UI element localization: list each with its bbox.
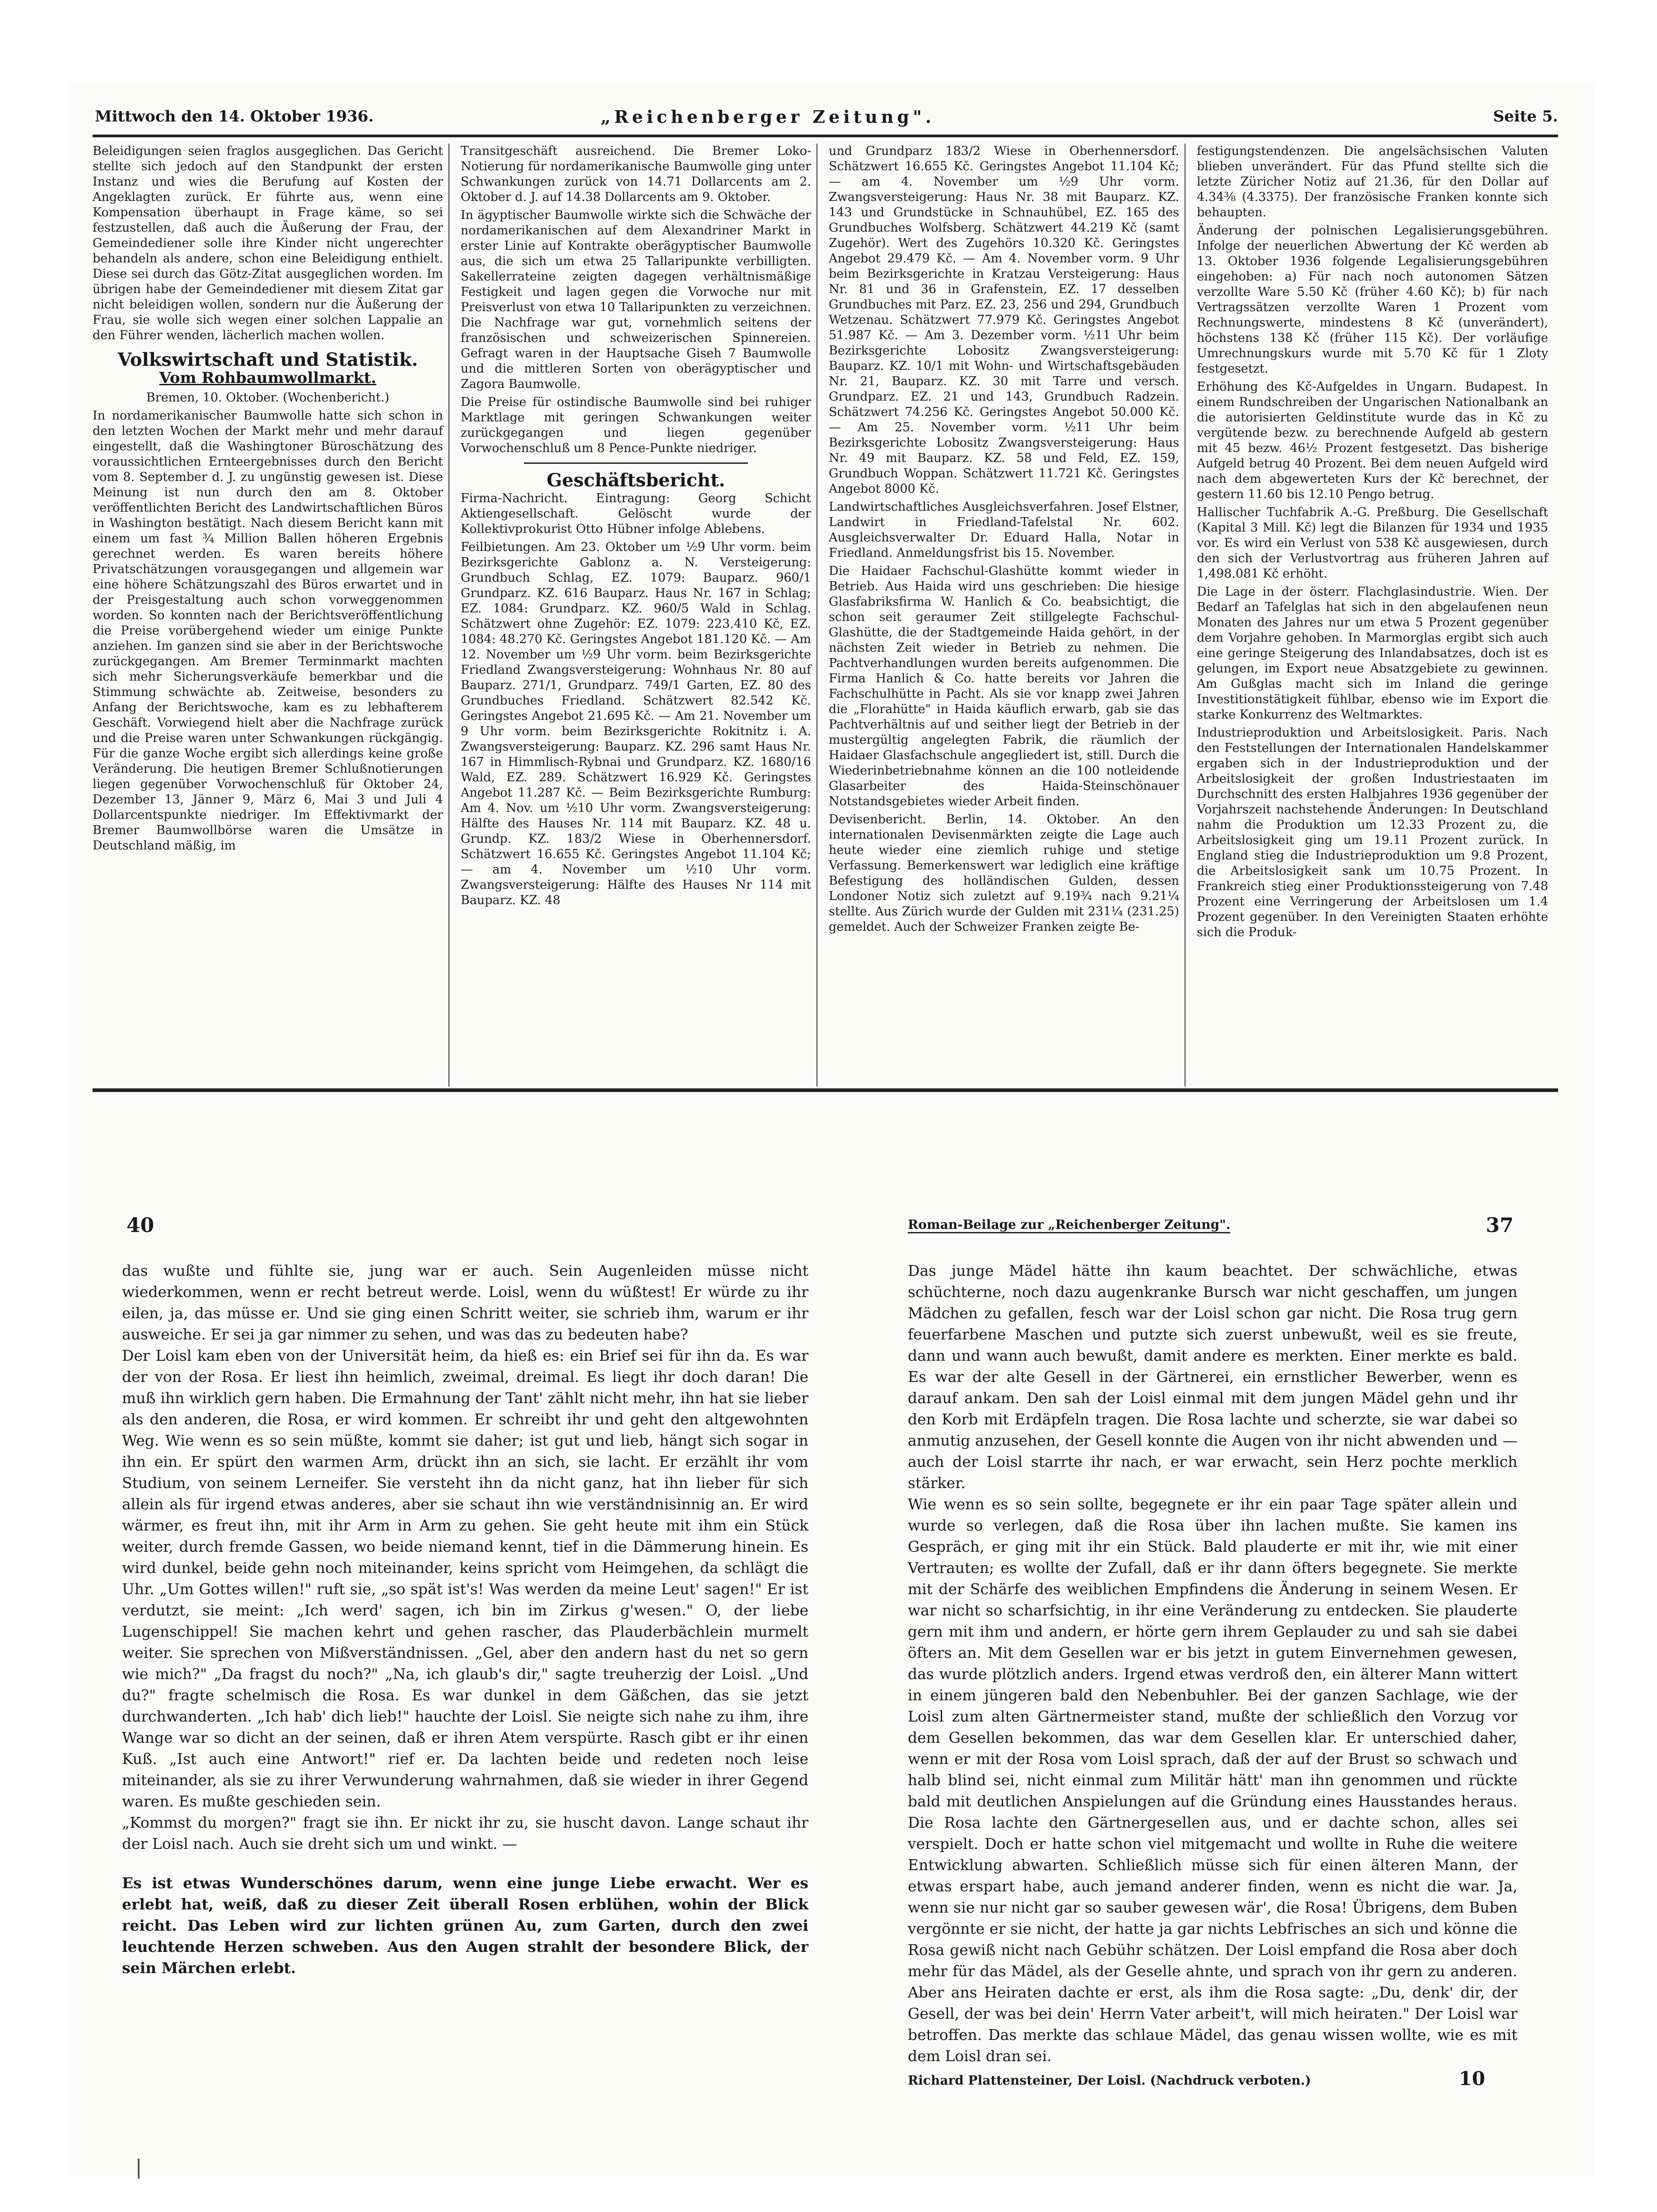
article-paragraph: Feilbietungen. Am 23. Oktober um ½9 Uhr vorm. beim Bezirksgerichte Gablonz a. N. Versteigerung: Grundbuch Schlag, EZ. 1079: Bauparz. 960/1 Grundparz. KZ. 616 Bauparz. Haus Nr. 167 in Schlag; EZ. 1084: Grundparz. KZ. 960/5 Wald in Schlag. Schätzwert ohne Zugehör: EZ. 1079: 223.410 Kč, EZ. 1084: 48.270 Kč. Geringstes Angebot 181.120 Kč. — Am 12. November um ½9 Uhr vorm. beim Bezirksgerichte Friedland Zwangsversteigerung: Wohnhaus Nr. 80 auf Bauparz. 271/1, Grundparz. 749/1 Garten, EZ. 80 des Grundbuches Friedland. Schätzwert 82.542 Kč. Geringstes Angebot 21.695 Kč. — Am 21. November um 9 Uhr vorm. beim Bezirksgerichte Rokitnitz i. A. Zwangsversteigerung: Bauparz. KZ. 296 samt Haus Nr. 167 in Himmlisch-Rybnai und Grundparz. KZ. 1680/16 Wald, EZ. 289. Schätzwert 16.929 Kč. Geringstes Angebot 11.287 Kč. — Beim Bezirksgerichte Rumburg: Am 4. Nov. um ½10 Uhr vorm. Zwangsversteigerung: Hälfte des Hauses Nr. 114 mit Bauparz. KZ. 48 u. Grundp. KZ. 183/2 Wiese in Oberhennersdorf. Schätzwert 16.655 Kč. Geringstes Angebot 11.104 Kč; — am 4. November um ½10 Uhr vorm. Zwangsversteigerung: Hälfte des Hauses Nr 114 mit Bauparz. KZ. 48 — [461, 540, 811, 907]
running-head: Roman-Beilage zur „Reichenberger Zeitung". — [908, 1217, 1230, 1233]
article-paragraph: In ägyptischer Baumwolle wirkte sich die Schwäche der nordamerikanischen auf dem Alexandriner Markt in erster Linie auf Kontrakte oberägyptischer Baumwolle aus, die sich um etwa 25 Tallaripunkte verbilligten. Sakellerrateine zeigten dagegen verhältnismäßige Festigkeit und lagen gegen die Vorwoche nur mit Preisverlust von etwa 10 Tallaripunkten zu verzeichnen. Die Nachfrage war gut, vornehmlich seitens der französischen und schweizerischen Spinnereien. Gefragt waren in der Hauptsache Giseh 7 Baumwolle und die mittleren Sorten von oberägyptischer und Zagora Baumwolle. — [461, 208, 811, 391]
section-heading: Geschäftsbericht. — [546, 470, 725, 491]
footer-page-number: 10 — [1459, 2067, 1485, 2090]
section-heading: Volkswirtschaft und Statistik. — [117, 349, 418, 370]
margin-mark — [138, 2159, 140, 2179]
page-label: Seite 5. — [1493, 107, 1558, 126]
column-2 — [461, 144, 817, 1087]
novel-right-column — [908, 1260, 1517, 2065]
article-paragraph: Landwirtschaftliches Ausgleichsverfahren. Josef Elstner, Landwirt in Friedland-Tafelstal Nr. 602. Ausgleichsverwalter Dr. Eduard Halla, Notar in Friedland. Anmeldungsfrist bis 15. November. — [829, 500, 1179, 560]
novel-paragraph: das wußte und fühlte sie, jung war er auch. Sein Augenleiden müsse nicht wiederkommen, wenn er recht betreut werde. Loisl, wenn du wüßtest! Er würde zu ihr eilen, ja, das müsse er. Und sie ging einen Schritt weiter, sie schrieb ihm, warum er ihr ausweiche. Er sei ja gar nimmer zu sehen, und was das zu bedeuten habe? — [122, 1262, 808, 1343]
author-credit: Richard Plattensteiner, Der Loisl. (Nachdruck verboten.) — [908, 2073, 1311, 2088]
dateline: Bremen, 10. Oktober. (Wochenbericht.) — [146, 391, 390, 405]
article-paragraph: Firma-Nachricht. Eintragung: Georg Schicht Aktiengesellschaft. Gelöscht wurde der Kollektivprokurist Otto Hübner infolge Ablebens. — [461, 491, 811, 536]
novel-left-column — [122, 1260, 808, 2082]
novel-paragraph: Das junge Mädel hätte ihn kaum beachtet. Der schwächliche, etwas schüchterne, noch dazu augenkranke Bursch war nicht geschaffen, um jungen Mädchen zu gefallen, fesch war der Loisl schon gar nicht. Die Rosa trug gern feuerfarbene Maschen und putzte sich zuerst unbewußt, weil es sie freute, dann und wann auch bewußt, damit andere es merkten. Einer merkte es bald. Es war der alte Gesell in der Gärtnerei, ein ernstlicher Bewerber, wenn es darauf ankam. Den sah der Loisl einmal mit dem jungen Mädel gehn und ihr den Korb mit Erdäpfeln tragen. Die Rosa lachte und scherzte, sie war dabei so anmutig anzusehen, der Gesell konnte die Augen von ihr nicht abwenden und — auch der Loisl starrte ihr nach, er war erwacht, sein Herz pochte merklich stärker. — [908, 1262, 1517, 1492]
header-rule — [93, 135, 1558, 137]
newspaper-bottom-rule — [93, 1088, 1558, 1092]
column-1 — [93, 144, 449, 1087]
article-paragraph: Hallischer Tuchfabrik A.-G. Preßburg. Die Gesellschaft (Kapital 3 Mill. Kč) legt die Bilanzen für 1934 und 1935 vor. Es wird ein Verlust von 538 Kč ausgewiesen, durch den sich der Verlustvortrag aus früheren Jahren auf 1,498.081 Kč erhöht. — [1197, 505, 1548, 581]
newspaper-title: „Reichenberger Zeitung". — [601, 107, 935, 127]
article-paragraph: Beleidigungen seien fraglos ausgeglichen. Das Gericht stellte sich jedoch auf den Standpunkt der ersten Instanz und wies die Berufung auf Kosten der Angeklagten zurück. Er führte aus, wenn eine Kompensation überhaupt in Frage käme, so sei festzustellen, daß auch die Äußerung der Frau, der Gemeindediener solle ihre Kinder nicht ungerechter behandeln als andere, schon eine Beleidigung enthielt. Diese sei durch das Götz-Zitat ausgeglichen worden. Im übrigen habe der Gemeindediener mit diesem Zitat gar nicht beleidigen wollen, sondern nur die Äußerung der Frau, sie wolle sich wegen einer solchen Lappalie an den Führer wenden, lächerlich machen wollen. — [93, 144, 443, 342]
issue-date: Mittwoch den 14. Oktober 1936. — [95, 107, 374, 126]
newspaper-header — [95, 103, 1558, 130]
article-paragraph: Die Preise für ostindische Baumwolle sind bei ruhiger Marktlage mit geringen Schwankungen weiter zurückgegangen und liegen gegenüber Vorwochenschluß um 8 Pence-Punkte niedriger. — [461, 395, 811, 455]
newspaper-columns — [93, 144, 1558, 1087]
novel-paragraph: „Kommst du morgen?" fragt sie ihn. Er nickt ihr zu, sie huscht davon. Lange schaut ihr der Loisl nach. Auch sie dreht sich um und winkt. — — [122, 1814, 808, 1853]
right-page-number: 37 — [1486, 1214, 1514, 1237]
article-paragraph: Die Lage in der österr. Flachglasindustrie. Wien. Der Bedarf an Tafelglas hat sich in den abgelaufenen neun Monaten des Jahres nur um etwa 5 Prozent gegenüber dem Vorjahre gehoben. In Marmorglas ergibt sich auch eine geringe Steigerung des Inlandabsatzes, doch ist es gelungen, im Export neue Absatzgebiete zu gewinnen. Am Gußglas macht sich im Inland die geringe Investitionstätigkeit fühlbar, ebenso wie im Export die starke Konkurrenz des Weltmarktes. — [1197, 585, 1548, 722]
article-paragraph: Die Haidaer Fachschul-Glashütte kommt wieder in Betrieb. Aus Haida wird uns geschrieben: Die hiesige Glasfabriksfirma W. Hanlich & Co. beabsichtigt, die schon seit geraumer Zeit stillgelegte Fachschul-Glashütte, die der Stadtgemeinde Haida gehört, in der nächsten Zeit wieder in Betrieb zu nehmen. Die Pachtverhandlungen wurden bereits aufgenommen. Die Firma Hanlich & Co. hatte bereits vor Jahren die Fachschulhütte in Pacht. Als sie vor knapp zwei Jahren die „Florahütte" in Haida käuflich erwarb, gab sie das Pachtverhältnis auf und seither liegt der Betrieb in der mustergültig angelegten Fabrik, die räumlich der Haidaer Glasfachschule angegliedert ist, still. Durch die Wiederinbetriebnahme können an die 100 notleidende Glasarbeiter des Haida-Steinschönauer Notstandsgebietes wieder Arbeit finden. — [829, 564, 1179, 808]
column-4 — [1197, 144, 1554, 1087]
article-heading: Vom Rohbaumwollmarkt. — [159, 369, 377, 387]
novel-paragraph: Der Loisl kam eben von der Universität heim, da hieß es: ein Brief sei für ihn da. Es war der von der Rosa. Er liest ihn heimlich, zweimal, dreimal. Es liegt ihr doch daran! Die muß ihn wirklich gern haben. Die Ermahnung der Tant' zählt nicht mehr, ihn hat sie lieber als den anderen, die Rosa, er wird kommen. Er schreibt ihr und geht den altgewohnten Weg. Wie wenn es so sein müßte, kommt sie daher; ist gut und lieb, hängt sich sogar in ihn ein. Er spürt den warmen Arm, drückt ihn an sich, sie lacht. Er erzählt ihr vom Studium, von seinem Lerneifer. Sie versteht ihn da nicht ganz, hat ihn lieber für sich allein als für irgend etwas anderes, aber sie schaut ihn wie verständnisinnig an. Er wird wärmer, es freut ihn, mit ihr Arm in Arm zu gehen. Sie geht heute mit ihm ein Stück weiter, durch fremde Gassen, wo beide niemand kennt, tief in die Dämmerung hinein. Es wird dunkel, beide gehn noch miteinander, keins spricht vom Heimgehen, da schlägt die Uhr. „Um Gottes willen!" ruft sie, „so spät ist's! Was werden da meine Leut' sagen!" Er ist verdutzt, sie meint: „Ich werd' sagen, ich bin im Zirkus g'wesen." O, der liebe Lugenschippel! Sie machen kehrt und gehen rascher, das Plauderbächlein murmelt weiter. Sie sprechen von Mißverständnissen. „Gel, aber den andern hast du net so gern wie mich?" „Da fragst du noch?" „Na, ich glaub's dir," sagte treuherzig der Loisl. „Und du?" fragte schelmisch die Rosa. Es war dunkel in dem Gäßchen, das sie jetzt durchwanderten. „Ich hab' dich lieb!" hauchte der Loisl. Sie neigte sich nahe zu ihm, ihre Wange war so dicht an der seinen, daß er ihren Atem verspürte. Rasch gibt er ihr einen Kuß. „Ist auch eine Antwort!" rief er. Da lachten beide und redeten noch leise miteinander, als sie zu ihrer Verwunderung wahrnahmen, daß sie wieder in ihrer Gegend waren. Es mußte geschieden sein. — [122, 1347, 808, 1810]
article-paragraph: Devisenbericht. Berlin, 14. Oktober. An den internationalen Devisenmärkten zeigte die Lage auch heute wieder eine ziemlich ruhige und stetige Verfassung. Bemerkenswert war lediglich eine kräftige Befestigung des holländischen Gulden, dessen Londoner Notiz sich zuletzt auf 9.19¾ nach 9.21¼ stellte. Aus Zürich wurde der Gulden mit 231¼ (231.25) gemeldet. Auch der Schweizer Franken zeigte Be- — [829, 812, 1179, 934]
article-paragraph: festigungstendenzen. Die angelsächsischen Valuten blieben unverändert. Für das Pfund stellte sich die letzte Züricher Notiz auf 21.36, für den Dollar auf 4.34⅜ (4.3375). Der französische Franken konnte sich behaupten. — [1197, 144, 1548, 219]
article-paragraph: In nordamerikanischer Baumwolle hatte sich schon in den letzten Wochen der Markt mehr und mehr darauf eingestellt, daß die Washingtoner Büroschätzung des voraussichtlichen Ernteergebnisses durch den Bericht vom 8. September d. J. zu ungünstig gewesen ist. Diese Meinung ist nun durch den am 8. Oktober veröffentlichten Bericht des Landwirtschaftlichen Büros in Washington bestätigt. Nach diesem Bericht kann mit einem um fast ¾ Million Ballen höheren Ergebnis gerechnet werden. Es waren bereits höhere Privatschätzungen vorausgegangen und allgemein war eine höhere Schätzungszahl des Büros erwartet und in der Preisgestaltung auch schon vorweggenommen worden. So konnten nach der Berichtsveröffentlichung die Preise vorübergehend wieder um einige Punkte anziehen. Im ganzen sind sie aber in der Berichtswoche zurückgegangen. Am Bremer Terminmarkt machten sich mehr Sicherungsverkäufe bemerkbar und die Stimmung schwächte ab. Zeitweise, besonders zu Anfang der Berichtswoche, kam es zu lebhafterem Geschäft. Vorwiegend hielt aber die Nachfrage zurück und die Preise waren unter Schwankungen rückgängig. Für die ganze Woche ergibt sich allerdings keine große Veränderung. Die heutigen Bremer Schlußnotierungen liegen gegenüber Vorwochenschluß für Oktober 24, Dezember 13, Jänner 9, März 6, Mai 3 und Juli 4 Dollarcentspunkte niedriger. Im Effektivmarkt der Bremer Baumwollbörse waren die Umsätze in Deutschland mäßig, im — [93, 409, 443, 853]
article-paragraph: Transitgeschäft ausreichend. Die Bremer Loko-Notierung für nordamerikanische Baumwolle ging unter Schwankungen zurück von 14.71 Dollarcents am 2. Oktober d. J. auf 14.38 Dollarcents am 9. Oktober. — [461, 144, 811, 204]
article-paragraph: und Grundparz 183/2 Wiese in Oberhennersdorf. Schätzwert 16.655 Kč. Geringstes Angebot 11.104 Kč; — am 4. November um ½9 Uhr vorm. Zwangsversteigerung: Haus Nr. 38 mit Bauparz. KZ. 143 und Grundstücke in Schnauhübel, EZ. 165 des Grundbuches Wolfsberg. Schätzwert 44.219 Kč (samt Zugehör). Wert des Zugehörs 10.320 Kč. Geringstes Angebot 29.479 Kč. — Am 4. November vorm. 9 Uhr beim Bezirksgerichte in Kratzau Versteigerung: Haus Nr. 81 und 36 in Grafenstein, EZ. 17 desselben Grundbuches mit Parz. EZ. 23, 256 und 294, Grundbuch Wetzenau. Schätzwert 77.979 Kč. Geringstes Angebot 51.987 Kč. — Am 3. Dezember vorm. ½11 Uhr beim Bezirksgerichte Lobositz Zwangsversteigerung: Bauparz. KZ. 10/1 mit Wohn- und Wirtschaftsgebäuden Nr. 21, Bauparz. KZ. 30 mit Tarre und versch. Grundparz. EZ. 21 und 143, Grundbuch Radzein. Schätzwert 74.256 Kč. Geringstes Angebot 50.000 Kč. — Am 25. November vorm. ½11 Uhr beim Bezirksgerichte Lobositz Zwangsversteigerung: Haus Nr. 49 mit Bauparz. KZ. 58 und Feld, EZ. 159, Grundbuch Woppan. Schätzwert 11.721 Kč. Geringstes Angebot 8000 Kč. — [829, 144, 1179, 496]
column-3 — [829, 144, 1186, 1087]
article-paragraph: Erhöhung des Kč-Aufgeldes in Ungarn. Budapest. In einem Rundschreiben der Ungarischen Nationalbank an die autorisierten Geldinstitute wurde das in Kč zu vergütende bezw. zu berechnende Aufgeld ab gestern mit 45 bezw. 46½ Prozent festgesetzt. Das bisherige Aufgeld betrug 40 Prozent. Bei dem neuen Aufgeld wird nach dem abgewerteten Kurs der Kč berechnet, der gestern 11.60 bis 12.10 Pengo betrug. — [1197, 380, 1548, 501]
section-divider — [524, 462, 748, 464]
novel-paragraph: Wie wenn es so sein sollte, begegnete er ihr ein paar Tage später allein und wurde so verlegen, daß die Rosa über ihn lachen mußte. Sie kamen ins Gespräch, er ging mit ihr ein Stück. Bald plauderte er mit ihr, wie mit einer Vertrauten; es wollte der Zufall, daß er ihr dann öfters begegnete. Sie merkte mit der Schärfe des weiblichen Empfindens die Änderung in seinem Wesen. Er war nicht so scharfsichtig, in ihr eine Veränderung zu entdecken. Sie plauderte gern mit ihm und andern, er hörte gern ihrem Geplauder zu und sah sie dabei öfters an. Mit dem Gesellen war er bis jetzt in gutem Einvernehmen gewesen, das wurde plötzlich anders. Irgend etwas verdroß den, ein älterer Mann wittert in einem jüngeren bald den Nebenbuhler. Bei der ganzen Sachlage, wie der Loisl zum alten Gärtnermeister stand, mußte der schließlich den Vorzug vor dem Gesellen bekommen, das war dem Gesellen klar. Er unterschied daher, wenn er mit der Rosa vom Loisl sprach, daß der auf der Brust so schwach und halb blind sei, nicht einmal zum Militär hätt' man ihn genommen und rückte bald mit deutlichen Anspielungen auf die Gründung eines Hausstandes heraus. Die Rosa lachte den Gärtnergesellen aus, und er dachte schon, alles sei verspielt. Doch er hatte schon viel mitgemacht und wollte in Ruhe die weitere Entwicklung abwarten. Schließlich müsse sich für einen älteren Mann, der etwas erspart habe, auch jemand anderer finden, wenn es nicht die war. Ja, wenn sie nur nicht gar so sauber gewesen wär', die Rosa! Übrigens, dem Buben vergönnte er sie nicht, der hatte ja gar nichts Lebfrisches an sich und könne die Rosa gewiß nicht nach Gebühr schätzen. Der Loisl empfand die Rosa aber doch mehr für das Mädel, als der Geselle ahnte, und sprach von ihr gern zu anderen. Aber ans Heiraten dachte er erst, als ihm die Rosa sagte: „Du, denk' dir, der Gesell, der was bei dein' Herrn Vater arbeit't, will mich heiraten." Der Loisl war betroffen. Das merkte das schlaue Mädel, das genau wissen wollte, wie es mit dem Loisl dran sei. — [908, 1495, 1517, 2065]
novel-paragraph: Es ist etwas Wunderschönes darum, wenn eine junge Liebe erwacht. Wer es erlebt hat, weiß, daß zu dieser Zeit überall Rosen erblühen, wohin der Blick reicht. Das Leben wird zur lichten grünen Au, zum Garten, durch den zwei leuchtende Herzen schweben. Aus den Augen strahlt der besondere Blick, der sein Märchen erlebt. — [122, 1874, 808, 1977]
left-page-number: 40 — [126, 1214, 154, 1237]
article-paragraph: Änderung der polnischen Legalisierungsgebühren. Infolge der neuerlichen Abwertung der Kč werden ab 13. Oktober 1936 folgende Legalisierungsgebühren eingehoben: a) Für nach noch autonomen Sätzen verzollte Ware 5.50 Kč (früher 4.60 Kč); b) für nach Vertragssätzen verzollte Waren 1 Prozent vom Rechnungswerte, mindestens 8 Kč (unverändert), höchstens 138 Kč (früher 115 Kč). Der vorläufige Umrechnungskurs wurde mit 5.70 Kč für 1 Zloty festgesetzt. — [1197, 224, 1548, 376]
article-paragraph: Industrieproduktion und Arbeitslosigkeit. Paris. Nach den Feststellungen der Internationalen Handelskammer ergaben sich in der Industrieproduktion und der Arbeitslosigkeit der großen Industriestaaten im Durchschnitt des ersten Halbjahres 1936 gegenüber der Vorjahrszeit nachstehende Änderungen: In Deutschland nahm die Produktion um 12.33 Prozent zu, die Arbeitslosigkeit ging um 19.11 Prozent zurück. In England stieg die Industrieproduktion um 9.8 Prozent, die Arbeitslosigkeit sank um 10.75 Prozent. In Frankreich stieg einer Produktionssteigerung von 7.48 Prozent eine Verringerung der Arbeitslosen um 1.4 Prozent gegenüber. In den Vereinigten Staaten erhöhte sich die Produk- — [1197, 726, 1548, 939]
